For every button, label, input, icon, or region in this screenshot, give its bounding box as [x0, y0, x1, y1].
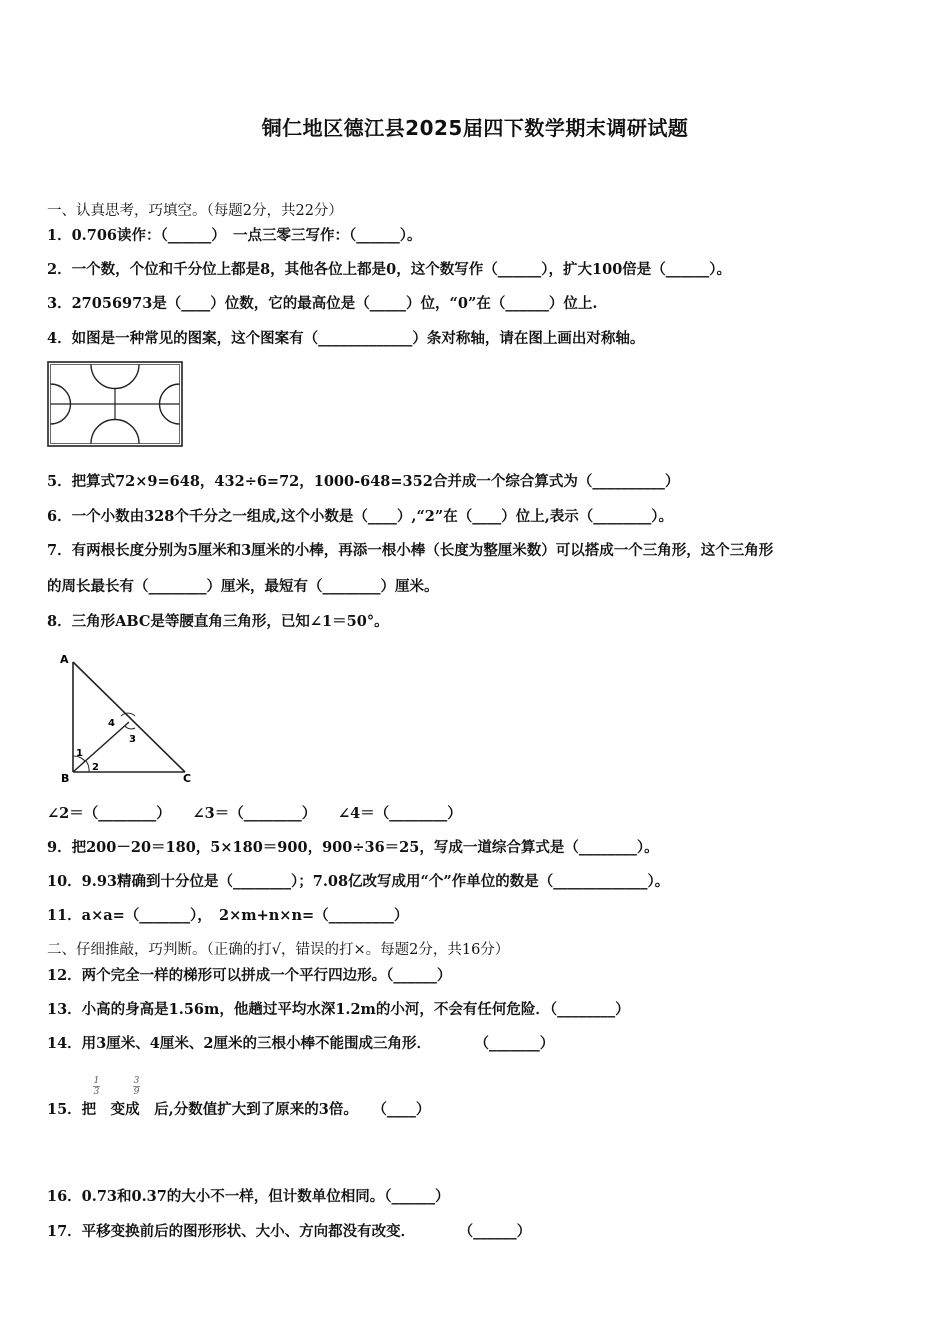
angle-3-label: 3 — [129, 734, 136, 745]
fraction-one-third — [93, 1076, 100, 1097]
section-1-heading: 一、认真思考，巧填空。（每题2分，共22分） — [47, 203, 343, 219]
question-10: 10．9.93精确到十分位是（________）；7.08亿改写成用“个”作单位的数是（_____________）。 — [47, 873, 670, 890]
question-7-line-2: 的周长最长有（________）厘米，最短有（________）厘米。 — [47, 578, 439, 595]
question-11: 11．a×a=（_______）， 2×m+n×n=（_________） — [47, 907, 409, 924]
page-title: 铜仁地区德江县2025届四下数学期末调研试题 — [261, 116, 689, 140]
question-3: 3．27056973是（____）位数，它的最高位是（_____）位，“0”在（______）位上. — [47, 295, 598, 312]
question-1: 1．0.706读作：（______） 一点三零三写作：（______）。 — [47, 227, 422, 244]
angle-2-label: 2 — [92, 762, 99, 773]
fraction-2-denominator: 9 — [133, 1087, 140, 1097]
question-16: 16．0.73和0.37的大小不一样，但计数单位相同。（______） — [47, 1188, 450, 1205]
question-4: 4．如图是一种常见的图案，这个图案有（_____________）条对称轴，请在图上画出对称轴。 — [47, 330, 645, 347]
symmetry-figure — [47, 361, 184, 449]
fraction-2-numerator: 3 — [133, 1076, 140, 1086]
section-2-heading: 二、仔细推敲，巧判断。（正确的打√，错误的打×。每题2分，共16分） — [47, 942, 510, 958]
question-9: 9．把200－20＝180，5×180＝900，900÷36＝25，写成一道综合算式是（________）。 — [47, 839, 659, 856]
vertex-b-label: B — [61, 772, 70, 785]
question-17: 17．平移变换前后的图形形状、大小、方向都没有改变． （______） — [47, 1223, 532, 1240]
angle-1-label: 1 — [76, 748, 83, 759]
angle-4-label: 4 — [108, 718, 115, 729]
triangle-abc-figure — [55, 650, 200, 790]
fraction-1-denominator: 3 — [93, 1087, 100, 1097]
question-8: 8．三角形ABC是等腰直角三角形，已知∠1＝50°。 — [47, 613, 389, 630]
question-7-line-1: 7．有两根长度分别为5厘米和3厘米的小棒，再添一根小棒（长度为整厘米数）可以搭成一个三角形，这个三角形 — [47, 542, 774, 559]
question-15: 15．把 变成 后,分数值扩大到了原来的3倍。 （____） — [47, 1101, 431, 1118]
question-8-answers: ∠2＝（________） ∠3＝（________） ∠4＝（________） — [47, 805, 462, 822]
vertex-a-label: A — [60, 653, 69, 666]
question-13: 13．小高的身高是1.56m，他趟过平均水深1.2m的小河，不会有任何危险．（________） — [47, 1001, 630, 1018]
vertex-c-label: C — [183, 772, 192, 785]
question-6: 6．一个小数由328个千分之一组成,这个小数是（____）,“2”在（____）位上,表示（________）。 — [47, 508, 674, 525]
fraction-1-numerator: 1 — [93, 1076, 100, 1086]
fraction-three-ninths — [133, 1076, 140, 1097]
question-14: 14．用3厘米、4厘米、2厘米的三根小棒不能围成三角形． （_______） — [47, 1035, 555, 1052]
question-5: 5．把算式72×9=648，432÷6=72，1000-648=352合并成一个综合算式为（__________） — [47, 473, 680, 490]
question-2: 2．一个数，个位和千分位上都是8，其他各位上都是0，这个数写作（______），扩大100倍是（______）。 — [47, 261, 732, 278]
question-12: 12．两个完全一样的梯形可以拼成一个平行四边形。（______） — [47, 967, 452, 984]
